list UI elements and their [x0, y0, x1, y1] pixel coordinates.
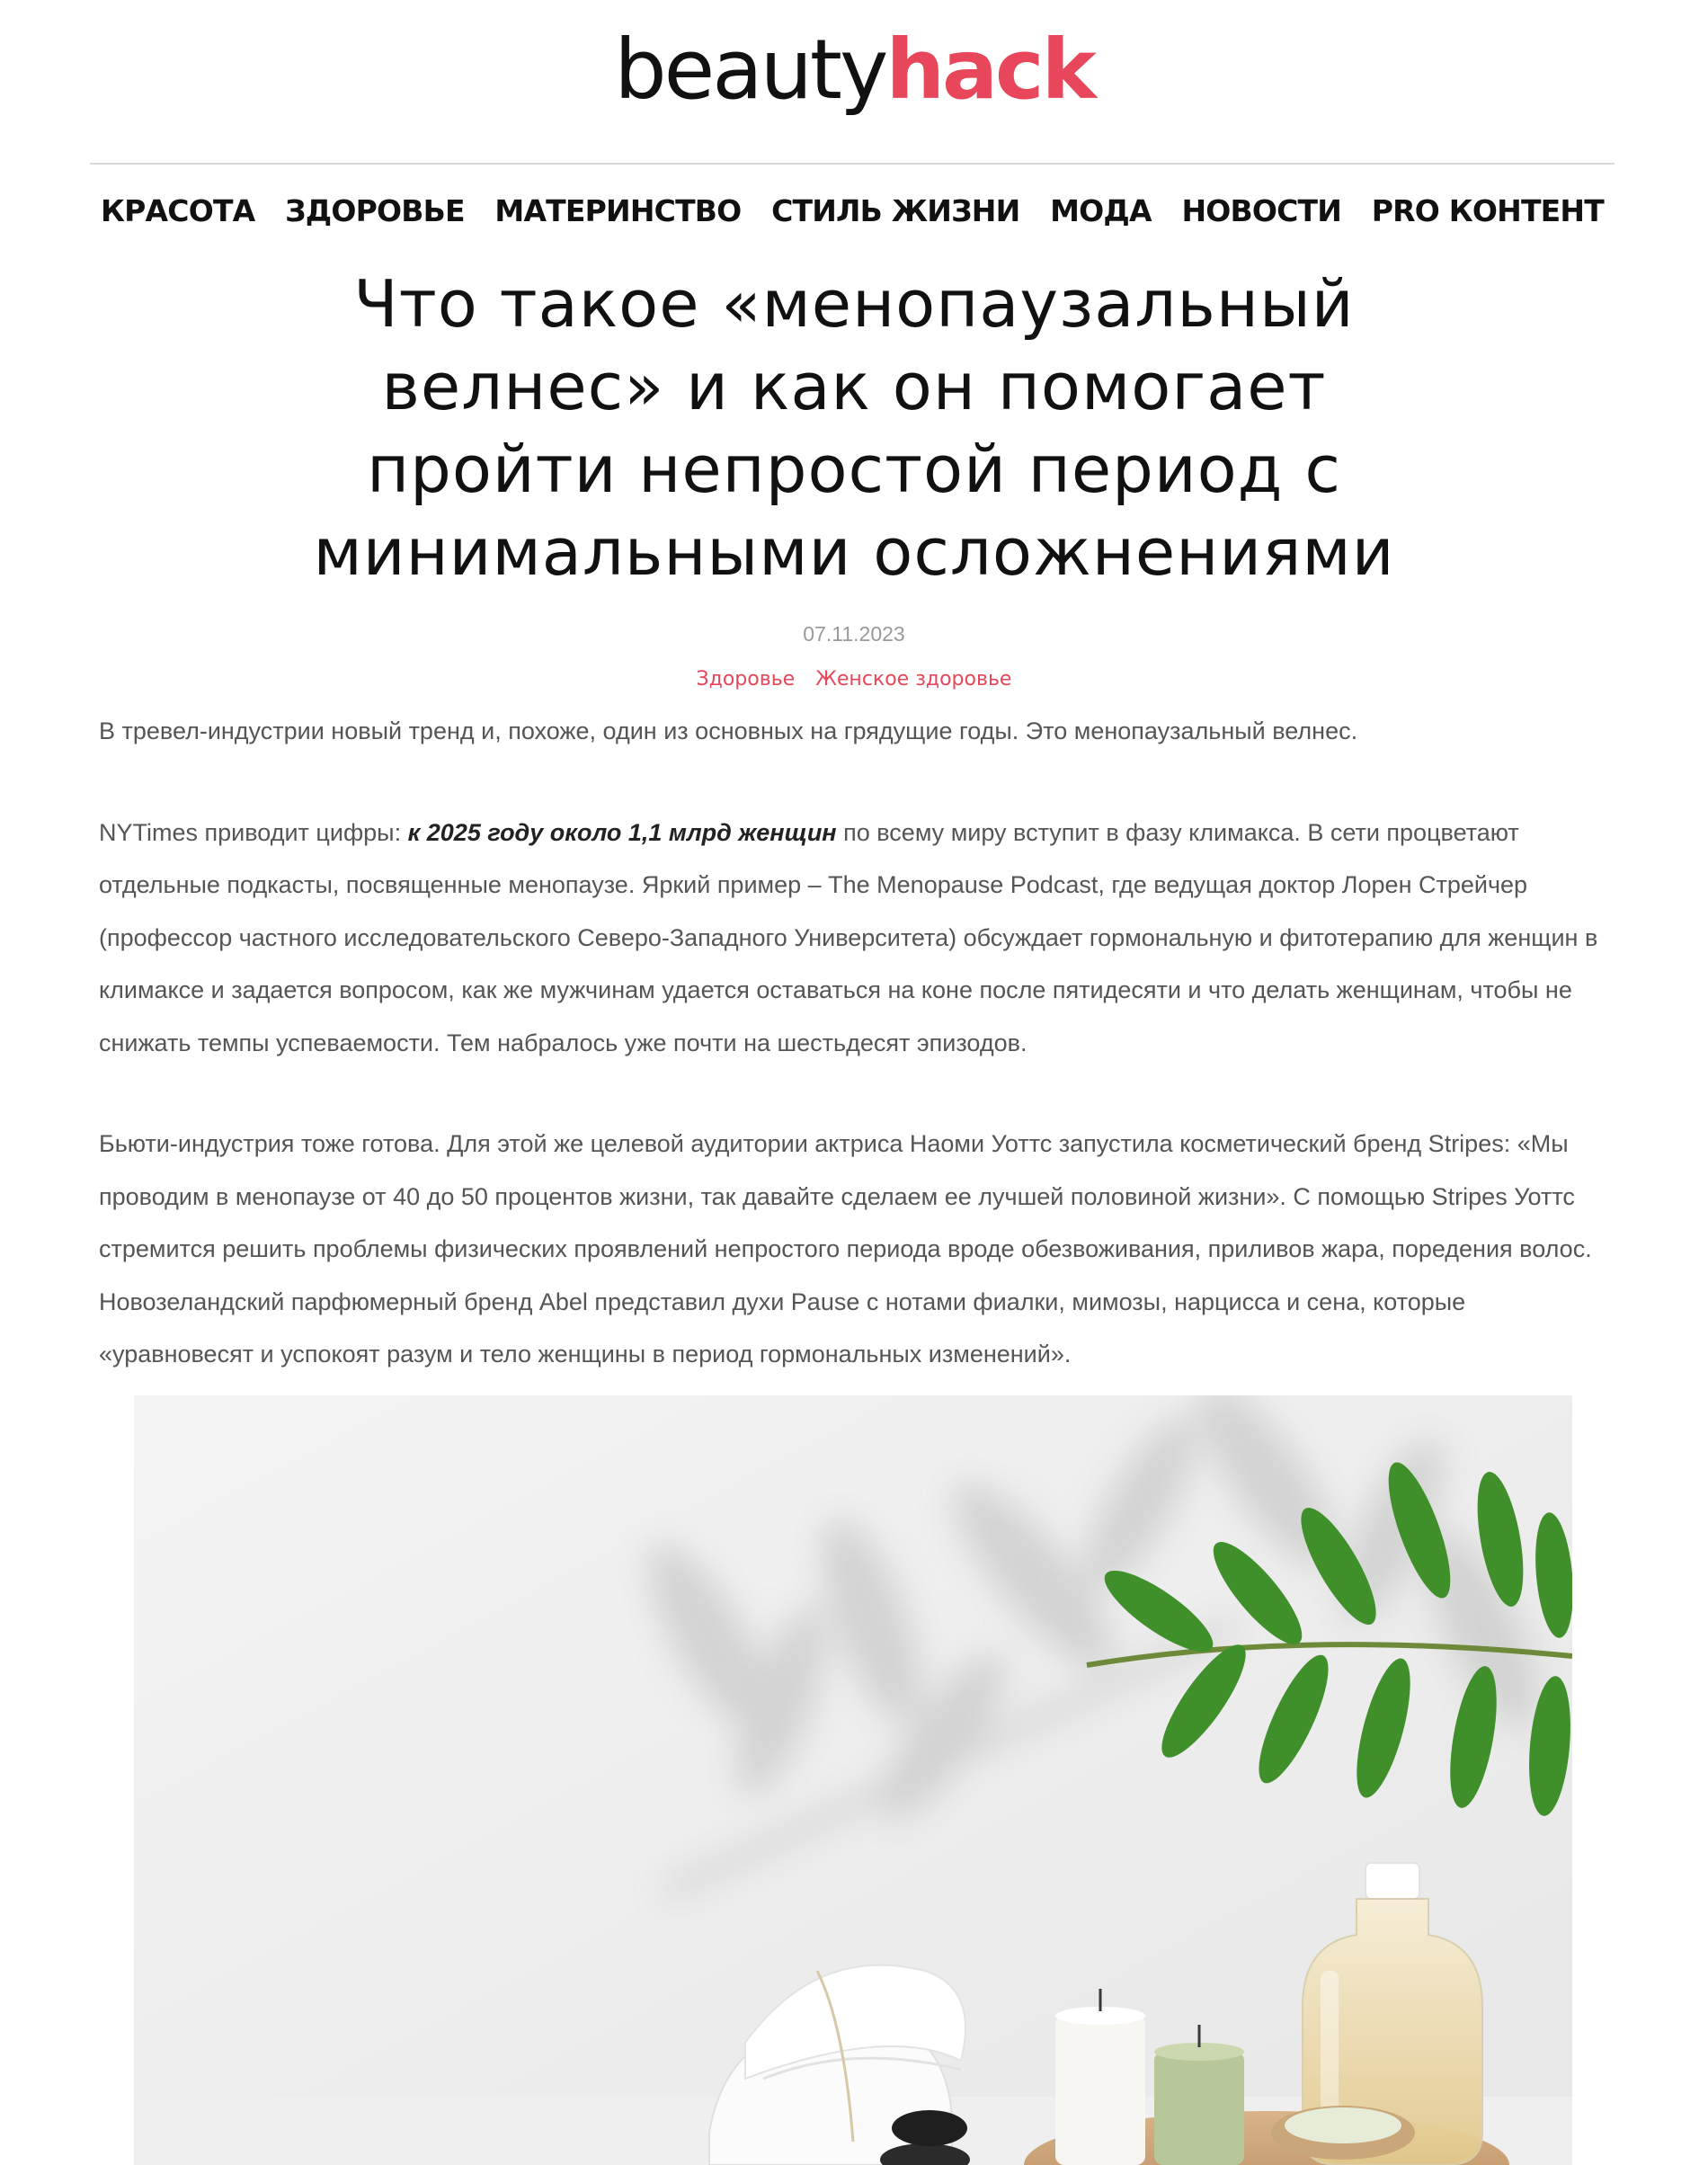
site-logo[interactable] [0, 20, 1708, 120]
article-hero-image [134, 1395, 1572, 2165]
nav-item-news[interactable]: НОВОСТИ [1181, 193, 1342, 228]
paragraph-3: Бьюти-индустрия тоже готова. Для этой же целевой аудитории актриса Наоми Уоттс запустила косметический бренд Stripes: «Мы проводим в менопаузе от 40 до 50 процентов жизни, так давайте сделаем ее лучшей половиной жизни». С помощью Stripes Уоттс стремится решить проблемы физических проявлений непростого периода вроде обезвоживания, приливов жара, поредения волос. Новозеландский парфюмерный бренд Abel представил духи Pause с нотами фиалки, мимозы, нарцисса и сена, которые «уравновесят и успокоят разум и тело женщины в период гормональных изменений». [99, 1130, 1592, 1368]
tag-health[interactable]: Здоровье [696, 668, 796, 690]
green-candle [1154, 2025, 1244, 2165]
article-tags [0, 668, 1708, 690]
nav-item-lifestyle[interactable]: СТИЛЬ ЖИЗНИ [771, 193, 1020, 228]
nav-item-pro-content[interactable]: PRO КОНТЕНТ [1371, 193, 1604, 228]
paragraph-2-start: NYTimes приводит цифры: [99, 818, 408, 846]
logo-hack: hack [885, 22, 1094, 118]
header-divider [90, 163, 1615, 165]
salt-bowl [1271, 2106, 1415, 2160]
spa-still-life-illustration [134, 1395, 1572, 2165]
nav-item-fashion[interactable]: МОДА [1050, 193, 1152, 228]
paragraph-2 [99, 806, 1609, 1070]
tag-womens-health[interactable]: Женское здоровье [815, 668, 1012, 690]
main-nav [90, 193, 1615, 228]
paragraph-2-highlight: к 2025 году около 1,1 млрд женщин [407, 818, 837, 846]
article-title: Что такое «менопаузальный велнес» и как он помогает пройти непростой период с минимальными осложнениями [313, 266, 1395, 590]
nav-item-beauty[interactable]: КРАСОТА [101, 193, 255, 228]
paragraph-1: В тревел-индустрии новый тренд и, похоже, один из основных на грядущие годы. Это менопаузальный велнес. [99, 717, 1358, 744]
white-candle [1055, 1989, 1145, 2165]
logo-beauty: beauty [614, 22, 886, 118]
nav-item-health[interactable]: ЗДОРОВЬЕ [285, 193, 465, 228]
paragraph-2-end: по всему миру вступит в фазу климакса. В сети процветают отдельные подкасты, посвященные менопаузе. Яркий пример – The Menopause Podcast, где ведущая доктор Лорен Стрейчер (профессор частного исследовательского Северо-Западного Университета) обсуждает гормональную и фитотерапию для женщин в климаксе и задается вопросом, как же мужчинам удается оставаться на коне после пятидесяти и что делать женщинам, чтобы не снижать темпы успеваемости. Тем набралось уже почти на шестьдесят эпизодов. [99, 818, 1598, 1056]
article-body [99, 705, 1609, 1430]
nav-item-motherhood[interactable]: МАТЕРИНСТВО [494, 193, 742, 228]
article-date: 07.11.2023 [803, 622, 905, 646]
